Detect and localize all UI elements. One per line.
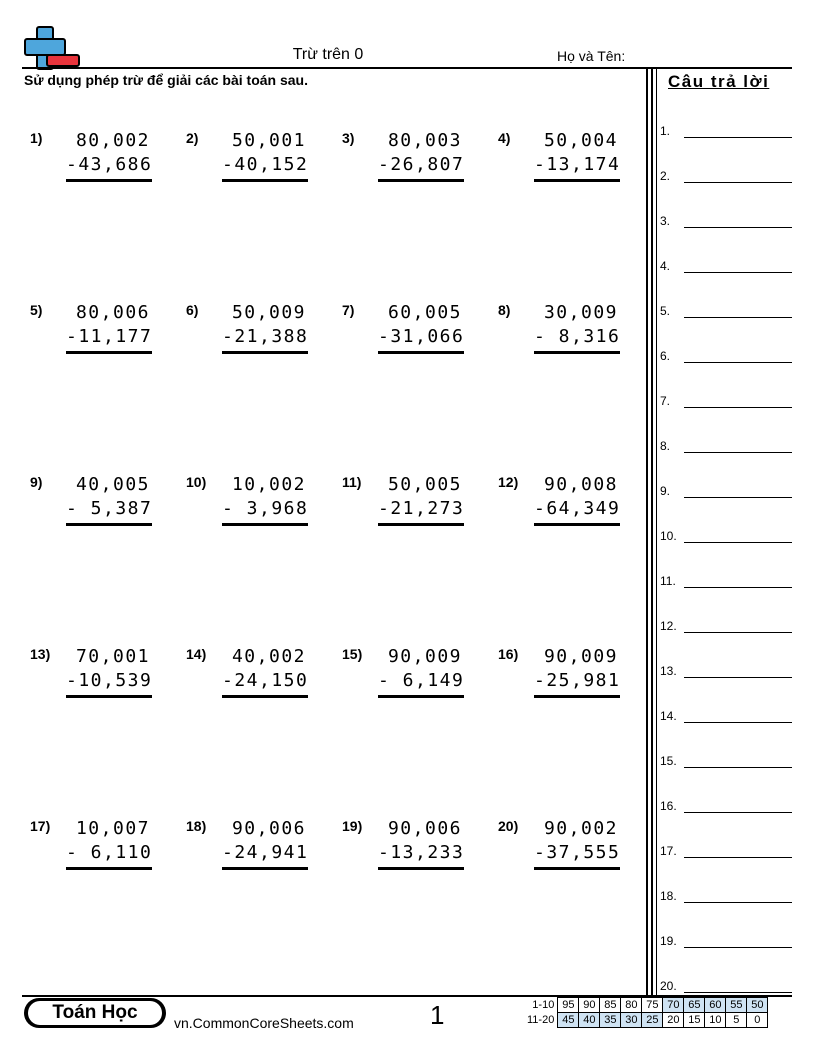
answer-rule	[378, 351, 464, 354]
subtrahend: -64,349	[534, 498, 621, 519]
problem-number: 13)	[30, 646, 51, 662]
minuend: 40,002	[231, 646, 306, 667]
subtrahend: -25,981	[534, 670, 621, 691]
problem-item	[498, 130, 638, 190]
score-range-label: 1-10	[532, 999, 555, 1011]
score-cell: 95	[558, 998, 579, 1013]
answer-rule	[66, 523, 152, 526]
subtrahend: -11,177	[66, 326, 153, 347]
problem-number: 10)	[186, 474, 207, 490]
answer-rule	[66, 351, 152, 354]
subtrahend: -26,807	[378, 154, 465, 175]
problem-number: 7)	[342, 302, 355, 318]
problem-number: 11)	[342, 474, 362, 490]
answer-blank[interactable]	[660, 754, 794, 774]
problem-item	[342, 302, 482, 362]
answer-label: 7.	[660, 394, 671, 408]
problem-item	[30, 130, 170, 190]
score-cell: 15	[684, 1013, 705, 1028]
score-cell: 50	[747, 998, 768, 1013]
answer-rule	[66, 867, 152, 870]
score-cell: 25	[642, 1013, 663, 1028]
subtrahend: - 8,316	[534, 326, 621, 347]
answer-label: 15.	[660, 754, 677, 768]
answer-line	[684, 182, 792, 183]
brand-badge	[24, 998, 166, 1028]
answer-blank[interactable]	[660, 439, 794, 459]
answer-rule	[378, 695, 464, 698]
answer-blank[interactable]	[660, 349, 794, 369]
minuend: 50,005	[387, 474, 462, 495]
answer-blank[interactable]	[660, 844, 794, 864]
score-cell: 20	[663, 1013, 684, 1028]
minuend: 90,006	[387, 818, 462, 839]
problem-item	[30, 474, 170, 534]
minuend: 60,005	[387, 302, 462, 323]
problem-number: 17)	[30, 818, 51, 834]
subtrahend: -43,686	[66, 154, 153, 175]
answer-line	[684, 497, 792, 498]
answer-label: 19.	[660, 934, 677, 948]
problem-item	[186, 302, 326, 362]
score-table	[525, 997, 768, 1028]
column-divider	[656, 68, 657, 996]
answer-label: 11.	[660, 574, 676, 588]
minuend: 80,003	[387, 130, 462, 151]
answer-line	[684, 587, 792, 588]
problem-number: 1)	[30, 130, 43, 146]
answer-line	[684, 317, 792, 318]
score-range-label: 11-20	[527, 1014, 555, 1026]
answer-label: 13.	[660, 664, 677, 678]
problem-item	[498, 302, 638, 362]
subtrahend: -21,273	[378, 498, 465, 519]
subtrahend: -24,941	[222, 842, 309, 863]
answer-rule	[222, 523, 308, 526]
page-number: 1	[430, 1000, 445, 1030]
answer-blank[interactable]	[660, 394, 794, 414]
subtrahend: -13,174	[534, 154, 621, 175]
minuend: 90,009	[387, 646, 462, 667]
answer-rule	[222, 351, 308, 354]
subtrahend: - 3,968	[222, 498, 309, 519]
answer-rule	[66, 179, 152, 182]
answer-label: 8.	[660, 439, 671, 453]
problem-number: 9)	[30, 474, 43, 490]
answer-blank[interactable]	[660, 259, 794, 279]
subtrahend: -10,539	[66, 670, 153, 691]
answer-line	[684, 407, 792, 408]
instruction-text: Sử dụng phép trừ để giải các bài toán sau.	[24, 72, 308, 88]
answer-label: 17.	[660, 844, 677, 858]
problem-item	[498, 474, 638, 534]
answers-heading: Câu trả lời	[668, 72, 770, 91]
problem-number: 16)	[498, 646, 519, 662]
answer-line	[684, 902, 792, 903]
minuend: 90,008	[543, 474, 618, 495]
score-cell: 70	[663, 998, 684, 1013]
score-cell: 40	[579, 1013, 600, 1028]
answer-rule	[534, 867, 620, 870]
answer-rule	[378, 179, 464, 182]
answer-label: 6.	[660, 349, 671, 363]
answer-line	[684, 767, 792, 768]
minuend: 90,006	[231, 818, 306, 839]
answer-line	[684, 812, 792, 813]
problem-number: 2)	[186, 130, 199, 146]
problem-number: 8)	[498, 302, 511, 318]
problem-number: 5)	[30, 302, 43, 318]
answer-blank[interactable]	[660, 619, 794, 639]
answer-label: 2.	[660, 169, 671, 183]
minuend: 10,007	[75, 818, 150, 839]
answer-blank[interactable]	[660, 304, 794, 324]
answer-line	[684, 632, 792, 633]
problem-item	[186, 818, 326, 878]
subtrahend: -31,066	[378, 326, 465, 347]
answer-rule	[222, 867, 308, 870]
answer-label: 16.	[660, 799, 677, 813]
answer-rule	[222, 179, 308, 182]
site-url: vn.CommonCoreSheets.com	[174, 1015, 354, 1031]
problem-item	[498, 818, 638, 878]
subtrahend: -21,388	[222, 326, 309, 347]
score-cell: 0	[747, 1013, 768, 1028]
subtrahend: -40,152	[222, 154, 309, 175]
answer-blank[interactable]	[660, 214, 794, 234]
problem-number: 19)	[342, 818, 363, 834]
minuend: 40,005	[75, 474, 150, 495]
problem-item	[342, 130, 482, 190]
answer-rule	[378, 867, 464, 870]
name-label: Họ và Tên:	[557, 48, 626, 64]
answer-line	[684, 362, 792, 363]
answer-rule	[534, 523, 620, 526]
score-cell: 30	[621, 1013, 642, 1028]
answer-label: 1.	[660, 124, 671, 138]
subtrahend: -13,233	[378, 842, 465, 863]
problem-item	[30, 818, 170, 878]
brand-label: Toán Học	[28, 1001, 162, 1025]
answer-blank[interactable]	[660, 934, 794, 954]
answer-rule	[534, 179, 620, 182]
answer-label: 5.	[660, 304, 671, 318]
problem-item	[342, 818, 482, 878]
answer-rule	[534, 695, 620, 698]
problem-number: 20)	[498, 818, 519, 834]
minuend: 30,009	[543, 302, 618, 323]
subtrahend: -24,150	[222, 670, 309, 691]
answer-line	[684, 137, 792, 138]
answer-label: 12.	[660, 619, 677, 633]
problem-number: 14)	[186, 646, 207, 662]
answer-blank[interactable]	[660, 484, 794, 504]
problem-number: 15)	[342, 646, 363, 662]
column-divider	[646, 68, 648, 996]
answer-rule	[534, 351, 620, 354]
problem-number: 18)	[186, 818, 207, 834]
answer-line	[684, 452, 792, 453]
answer-blank[interactable]	[660, 709, 794, 729]
subtrahend: - 6,110	[66, 842, 153, 863]
plus-minus-logo-icon	[22, 24, 80, 68]
problem-number: 3)	[342, 130, 355, 146]
answer-label: 14.	[660, 709, 677, 723]
problem-item	[30, 302, 170, 362]
problem-item	[498, 646, 638, 706]
score-cell: 10	[705, 1013, 726, 1028]
score-cell: 75	[642, 998, 663, 1013]
minuend: 80,002	[75, 130, 150, 151]
answer-blank[interactable]	[660, 574, 794, 594]
answer-label: 4.	[660, 259, 671, 273]
answer-label: 10.	[660, 529, 677, 543]
score-cell: 5	[726, 1013, 747, 1028]
problem-item	[186, 646, 326, 706]
answer-blank[interactable]	[660, 169, 794, 189]
problem-item	[186, 130, 326, 190]
problem-number: 4)	[498, 130, 511, 146]
answer-blank[interactable]	[660, 529, 794, 549]
minuend: 10,002	[231, 474, 306, 495]
score-cell: 35	[600, 1013, 621, 1028]
minuend: 50,004	[543, 130, 618, 151]
subtrahend: - 5,387	[66, 498, 153, 519]
answer-line	[684, 227, 792, 228]
minuend: 90,002	[543, 818, 618, 839]
answer-rule	[378, 523, 464, 526]
minuend: 80,006	[75, 302, 150, 323]
answer-label: 3.	[660, 214, 671, 228]
answer-blank[interactable]	[660, 799, 794, 819]
minuend: 50,001	[231, 130, 306, 151]
score-row	[525, 1013, 768, 1028]
answer-line	[684, 992, 792, 993]
problem-item	[342, 474, 482, 534]
answer-label: 9.	[660, 484, 671, 498]
page-title: Trừ trên 0	[292, 46, 364, 63]
score-cell: 85	[600, 998, 621, 1013]
score-cell: 60	[705, 998, 726, 1013]
answer-blank[interactable]	[660, 124, 794, 144]
column-divider	[651, 68, 653, 996]
problem-item	[186, 474, 326, 534]
score-row	[525, 998, 768, 1013]
problem-number: 6)	[186, 302, 199, 318]
problem-item	[342, 646, 482, 706]
header-divider	[22, 67, 792, 69]
minuend: 90,009	[543, 646, 618, 667]
answer-label: 18.	[660, 889, 677, 903]
answer-line	[684, 677, 792, 678]
problem-number: 12)	[498, 474, 519, 490]
score-cell: 65	[684, 998, 705, 1013]
minuend: 50,009	[231, 302, 306, 323]
answer-rule	[222, 695, 308, 698]
answer-line	[684, 857, 792, 858]
minuend: 70,001	[75, 646, 150, 667]
answer-rule	[66, 695, 152, 698]
answer-line	[684, 722, 792, 723]
score-cell: 55	[726, 998, 747, 1013]
answer-blank[interactable]	[660, 664, 794, 684]
problem-item	[30, 646, 170, 706]
answer-line	[684, 542, 792, 543]
answer-line	[684, 272, 792, 273]
subtrahend: - 6,149	[378, 670, 465, 691]
answer-line	[684, 947, 792, 948]
score-cell: 80	[621, 998, 642, 1013]
score-cell: 45	[558, 1013, 579, 1028]
answer-label: 20.	[660, 979, 677, 993]
answer-blank[interactable]	[660, 889, 794, 909]
subtrahend: -37,555	[534, 842, 621, 863]
score-cell: 90	[579, 998, 600, 1013]
